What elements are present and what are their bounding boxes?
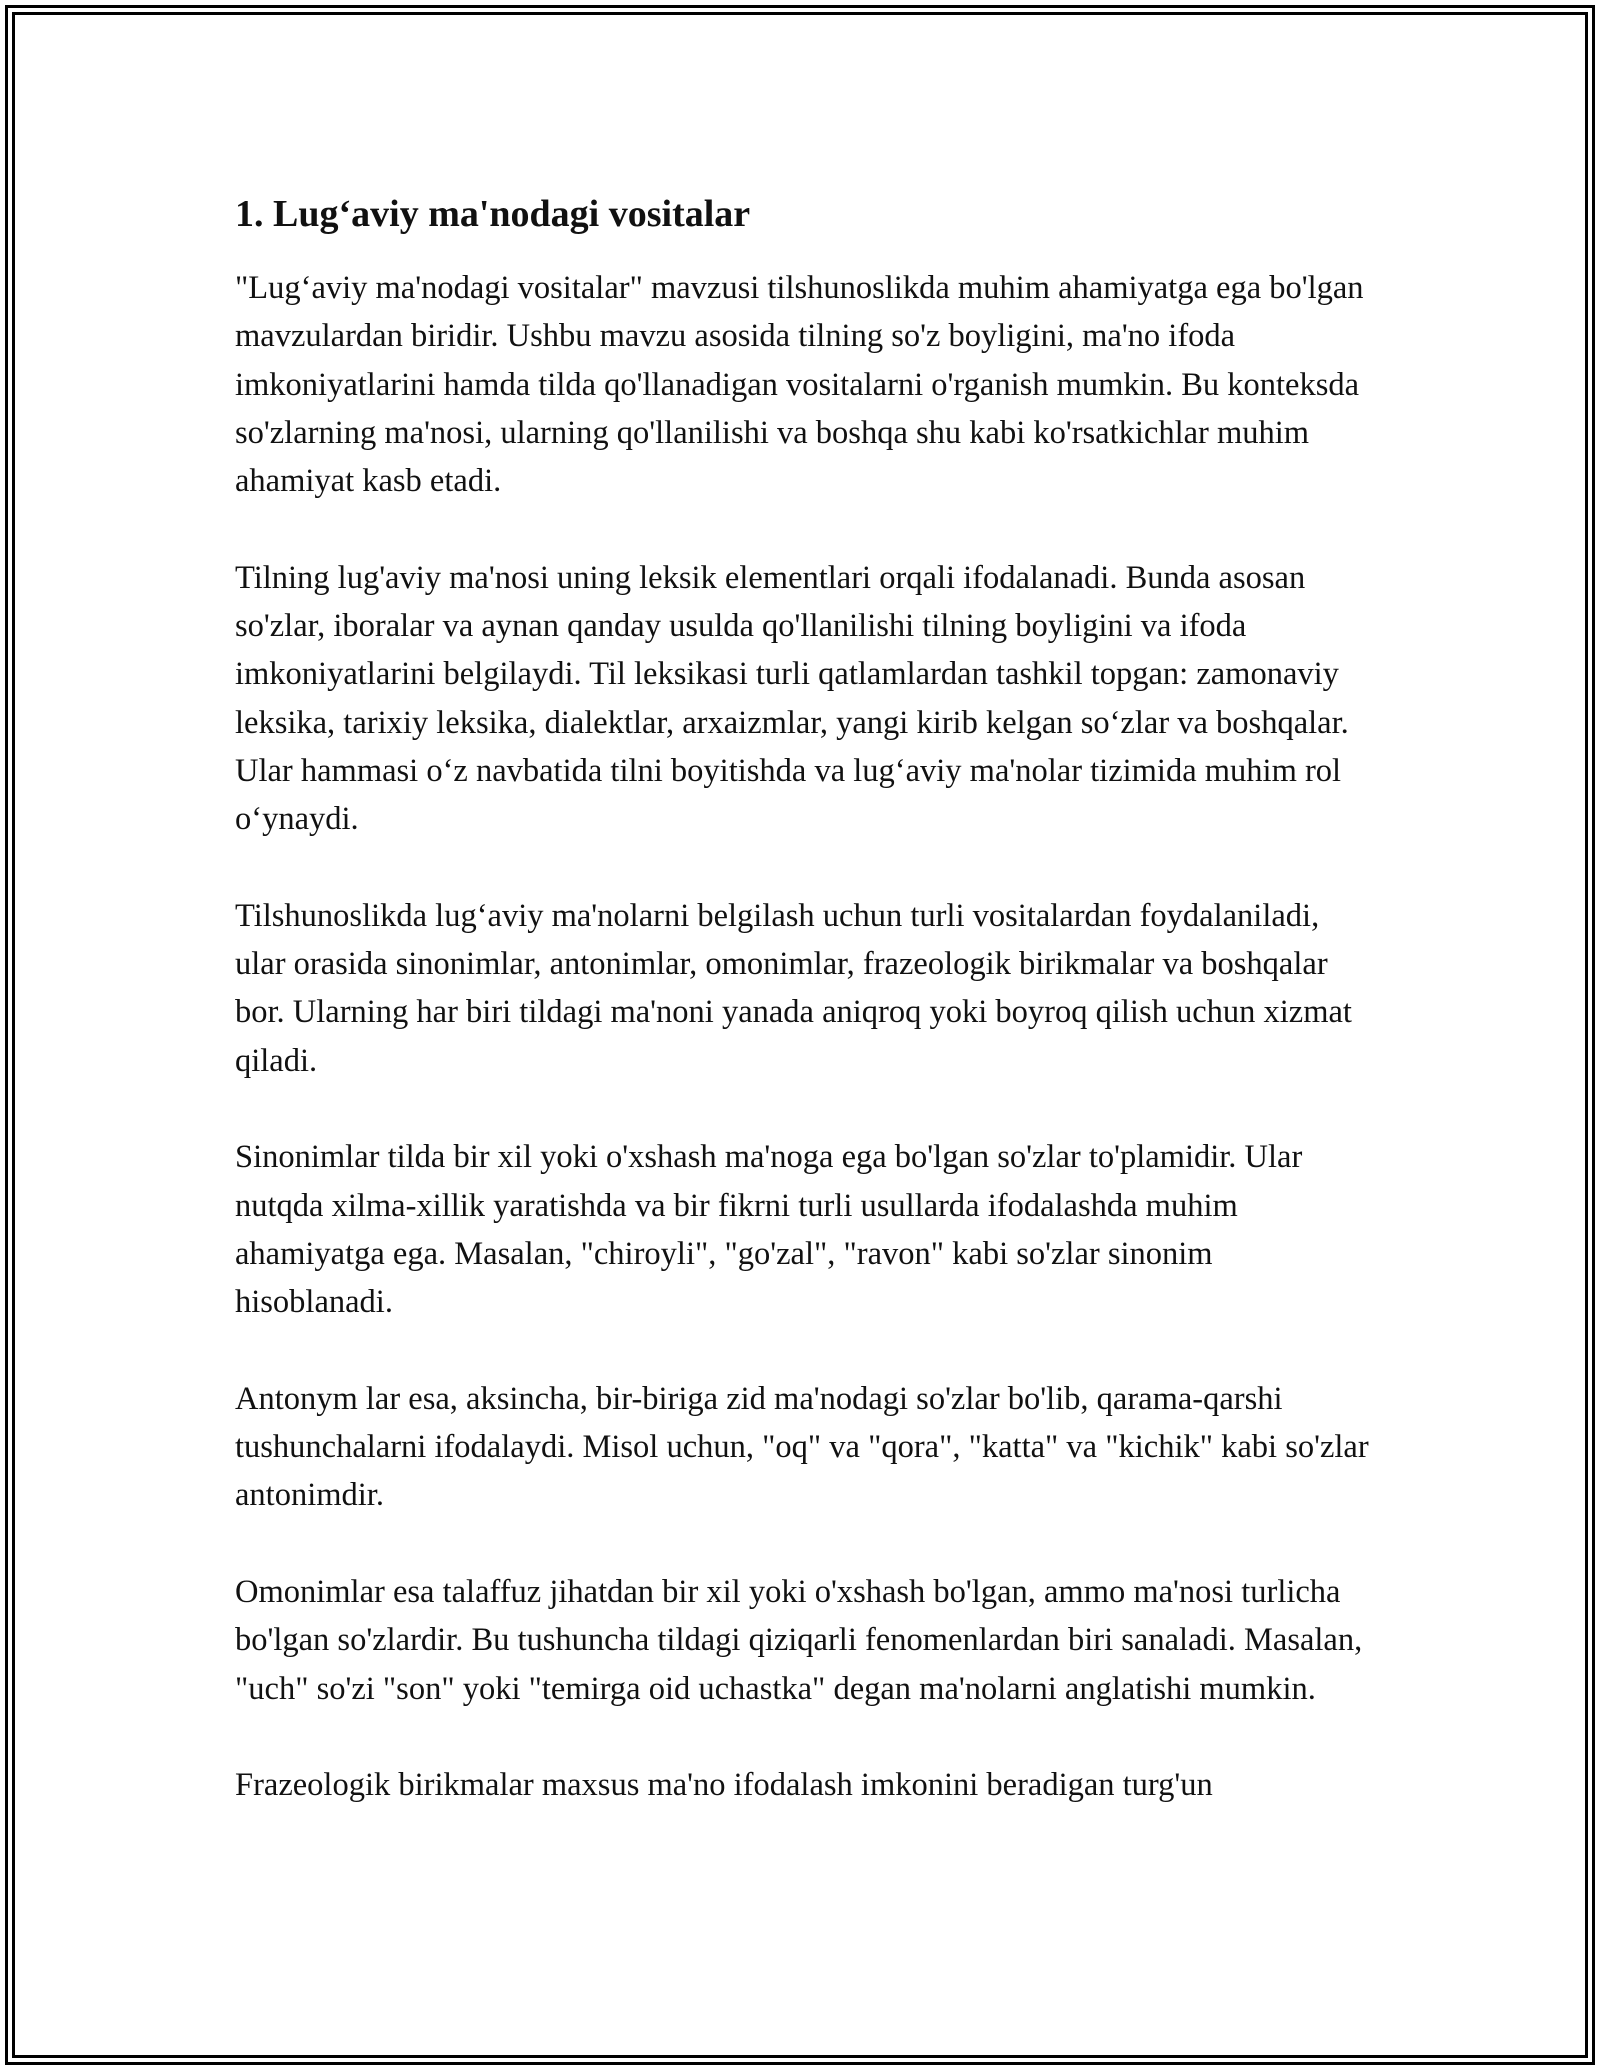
document-body [235,186,1375,1858]
paragraph-means: Tilshunoslikda lug‘aviy ma'nolarni belgilash uchun turli vositalardan foydalaniladi, ular orasida sinonimlar, antonimlar, omonimlar, frazeologik birikmalar va boshqalar bor. Ularning har biri tildagi ma'noni yanada aniqroq yoki boyroq qilish uchun xizmat qiladi. [235,897,1352,1079]
paragraph-antonyms: Antonym lar esa, aksincha, bir-biriga zid ma'nodagi so'zlar bo'lib, qarama-qarshi tushunchalarni ifodalaydi. Misol uchun, "oq" va "qora", "katta" va "kichik" kabi so'zlar antonimdir. [235,1380,1369,1514]
paragraph-homonyms: Omonimlar esa talaffuz jihatdan bir xil yoki o'xshash bo'lgan, ammo ma'nosi turlicha bo'lgan so'zlardir. Bu tushuncha tildagi qiziqarli fenomenlardan biri sanaladi. Masalan, "uch" so'zi "son" yoki "temirga oid uchastka" degan ma'nolarni anglatishi mumkin. [235,1574,1363,1707]
paragraph-intro: "Lug‘aviy ma'nodagi vositalar" mavzusi tilshunoslikda muhim ahamiyatga ega bo'lgan mavzulardan biridir. Ushbu mavzu asosida tilning so'z boyligini, ma'no ifoda imkoniyatlarini hamda tilda qo'llanadigan vositalarni o'rganish mumkin. Bu konteksda so'zlarning ma'nosi, ularning qo'llanilishi va boshqa shu kabi ko'rsatkichlar muhim ahamiyat kasb etadi. [235,270,1364,500]
paragraph-synonyms: Sinonimlar tilda bir xil yoki o'xshash ma'noga ega bo'lgan so'zlar to'plamidir. Ular nutqda xilma-xillik yaratishda va bir fikrni turli usullarda ifodalashda muhim ahamiyatga ega. Masalan, "chiroyli", "go'zal", "ravon" kabi so'zlar sinonim hisoblanadi. [235,1139,1303,1321]
paragraph-lexical-meaning: Tilning lug'aviy ma'nosi uning leksik elementlari orqali ifodalanadi. Bunda asosan so'zlar, iboralar va aynan qanday usulda qo'llanilishi tilning boyligini va ifoda imkoniyatlarini belgilaydi. Til leksikasi turli qatlamlardan tashkil topgan: zamonaviy leksika, tarixiy leksika, dialektlar, arxaizmlar, yangi kirib kelgan so‘zlar va boshqalar. Ular hammasi o‘z navbatida tilni boyitishda va lug‘aviy ma'nolar tizimida muhim rol o‘ynaydi. [235,559,1349,838]
paragraph-phraseology: Frazeologik birikmalar maxsus ma'no ifodalash imkonini beradigan turg'un [235,1767,1213,1804]
section-heading: 1. Lug‘aviy ma'nodagi vositalar [235,193,751,235]
